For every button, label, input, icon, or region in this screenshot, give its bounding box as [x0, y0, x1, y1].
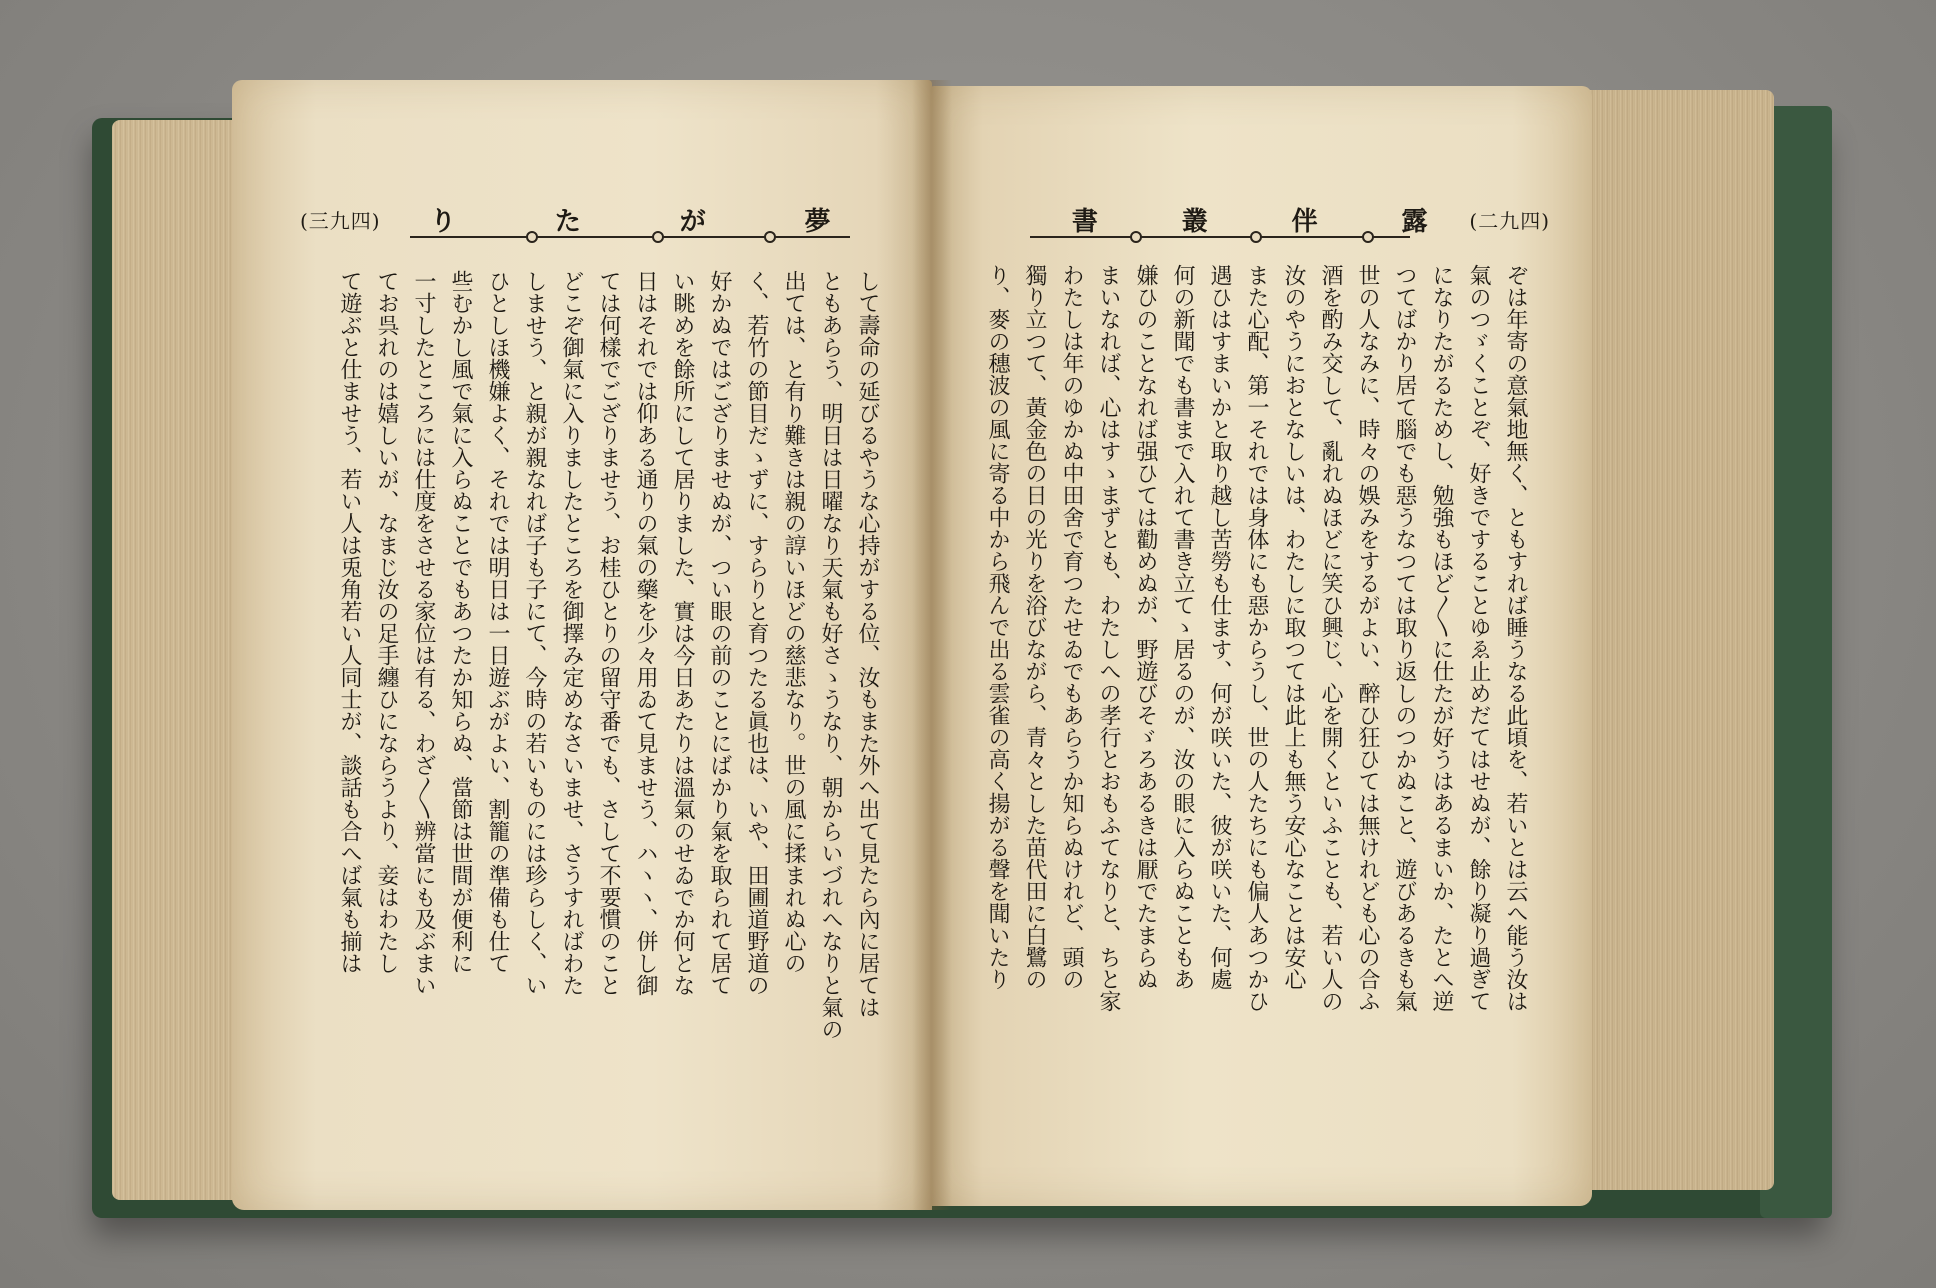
running-title-char: 露	[1401, 206, 1428, 237]
right-running-title	[1030, 201, 1469, 238]
text-column: 酒を酌み交して、亂れぬほどに笑ひ興じ、心を開くといふことも、若い人の	[1318, 264, 1343, 1012]
rule-ornament-icon	[526, 231, 538, 243]
text-column: 獨り立つて、黃金色の日の光りを浴びながら、青々とした苗代田に白鷺の	[1022, 264, 1047, 990]
text-column: どこぞ御氣に入りましたところを御擇み定めなさいませ、さうすればわた	[559, 270, 584, 996]
text-column: く、若竹の節目だゝずに、すらりと育つたる眞也は、いや、田圃道野道の	[744, 270, 769, 996]
right-page-number: (二九四)	[1469, 208, 1550, 233]
running-title-char: 叢	[1181, 206, 1208, 237]
right-page-text	[972, 264, 1532, 1084]
text-column: 汝のやうにおとなしいは、わたしに取つては此上も無う安心なことは安心	[1281, 264, 1306, 990]
text-column: り、麥の穗波の風に寄る中から飛んで出る雲雀の高く揚がる聲を聞いたり	[985, 264, 1010, 990]
text-column: しませう、と親が親なれば子も子にて、今時の若いものには珍らしく、い	[522, 270, 547, 996]
rule-ornament-icon	[764, 231, 776, 243]
text-column: 遇ひはすまいかと取り越し苦勞も仕ます、何が咲いた、彼が咲いた、何處	[1207, 264, 1232, 990]
left-header-rule	[410, 236, 850, 238]
running-title-char: り	[430, 206, 457, 237]
text-column: して壽命の延びるやうな心持がする位、汝もまた外へ出て見たら內に居ては	[855, 270, 880, 1018]
text-column: い眺めを餘所にして居りました、實は今日あたりは溫氣のせゐでか何とな	[670, 270, 695, 996]
book-gutter	[912, 80, 952, 1210]
running-title-char: 書	[1071, 206, 1098, 237]
text-column: て遊ぶと仕ませう、若い人は兎角若い人同士が、談話も合へば氣も揃は	[337, 270, 362, 974]
text-column: 出ては、と有り難きは親の諄いほどの慈悲なり。世の風に揉まれぬ心の	[781, 270, 806, 974]
text-column: 世の人なみに、時々の娛みをするがよい、醉ひ狂ひては無けれども心の合ふ	[1355, 264, 1380, 1012]
left-page-text	[304, 270, 884, 1090]
text-column: になりたがるためし、勉強もほど〳〵に仕たが好うはあるまいか、たとへ逆	[1429, 264, 1454, 1012]
running-title-char: 伴	[1291, 206, 1318, 237]
text-column: 一寸したところには仕度をさせる家位は有る、わざ〳〵辨當にも及ぶまい	[411, 270, 436, 996]
rule-ornament-icon	[1362, 231, 1374, 243]
text-column: 氣のつゞくことぞ、好きですることゆゑ止めだてはせぬが、餘り凝り過ぎて	[1466, 264, 1491, 1012]
text-column: ひとしほ機嫌よく、それでは明日は一日遊ぶがよい、割籠の準備も仕て	[485, 270, 510, 974]
running-title-char: た	[554, 206, 581, 237]
left-page-number: (三九四)	[300, 208, 381, 233]
text-column: 何の新聞でも書まで入れて書き立てゝ居るのが、汝の眼に入らぬこともあ	[1170, 264, 1195, 990]
text-column: 些むかし風で氣に入らぬことでもあつたか知らぬ、當節は世間が便利に	[448, 270, 473, 974]
left-running-title	[381, 201, 880, 238]
text-column: 好かぬではござりませぬが、つい眼の前のことにばかり氣を取られて居て	[707, 270, 732, 996]
text-column: 嫌ひのことなれば强ひては勸めぬが、野遊びそゞろあるきは厭でたまらぬ	[1133, 264, 1158, 990]
text-column: わたしは年のゆかぬ中田舍で育つたせゐでもあらうか知らぬけれど、頭の	[1059, 264, 1084, 990]
text-column: ぞは年寄の意氣地無く、ともすれば睡うなる此頃を、若いとは云へ能う汝は	[1503, 264, 1528, 1012]
text-column: まいなれば、心はすゝまずとも、わたしへの孝行とおもふてなりと、ちと家	[1096, 264, 1121, 1012]
text-column: てお呉れのは嬉しいが、なまじ汝の足手纏ひにならうより、妾はわたし	[374, 270, 399, 974]
text-column: ては何樣でござりませう、お桂ひとりの留守番でも、さして不要慣のこと	[596, 270, 621, 996]
rule-ornament-icon	[1130, 231, 1142, 243]
right-header-rule	[1030, 236, 1410, 238]
running-title-char: 夢	[804, 206, 831, 237]
rule-ornament-icon	[652, 231, 664, 243]
text-column: つてばかり居て腦でも惡うなつては取り返しのつかぬこと、遊びあるきも氣	[1392, 264, 1417, 1012]
text-column: ともあらう、明日は日曜なり天氣も好さゝうなり、朝からいづれへなりと氣の	[818, 270, 843, 1040]
page-edges-right	[1574, 90, 1774, 1190]
text-column: 日はそれでは仰ある通りの氣の藥を少々用ゐて見ませう、ハヽヽ、併し御	[633, 270, 658, 996]
running-title-char: が	[679, 206, 706, 237]
rule-ornament-icon	[1250, 231, 1262, 243]
text-column: また心配、第一それでは身体にも惡からうし、世の人たちにも偏人あつかひ	[1244, 264, 1269, 1012]
